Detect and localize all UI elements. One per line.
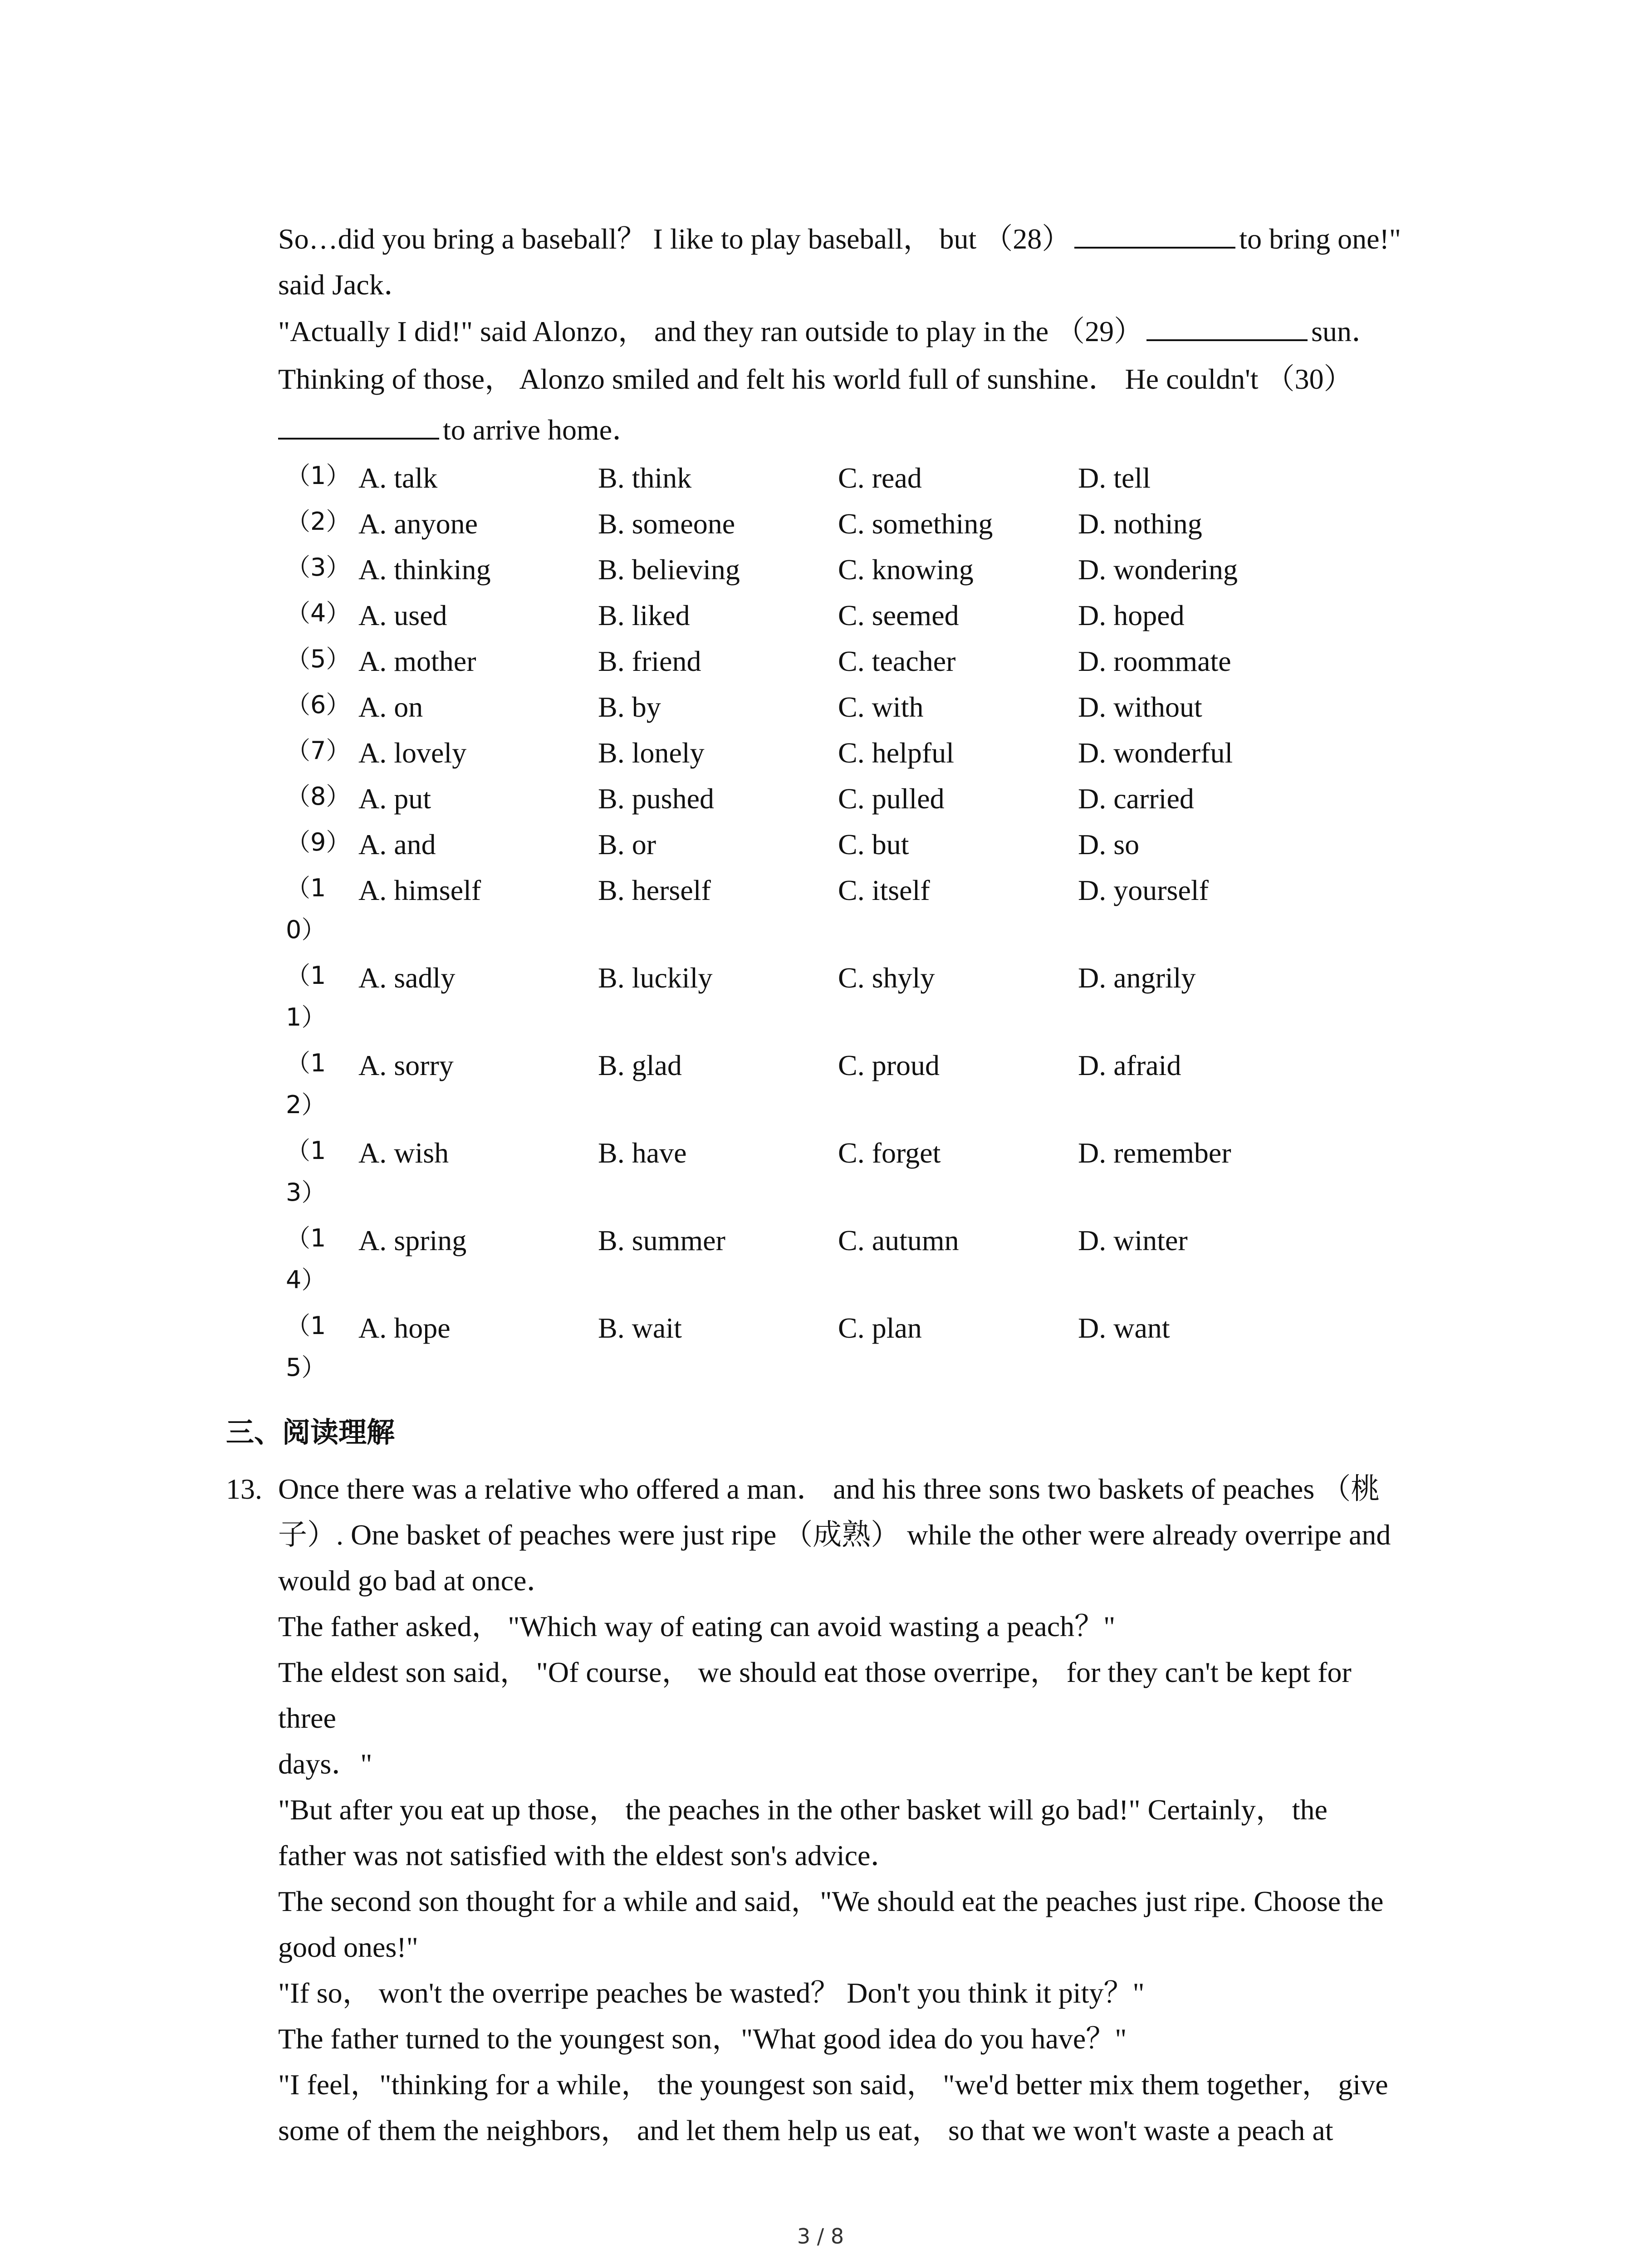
option-row (0, 592, 1641, 638)
option-number: （13） (286, 1136, 326, 1207)
passage-text: to arrive home． (443, 414, 642, 446)
option-row (0, 1217, 1641, 1294)
option-number: （3） (286, 553, 351, 582)
option-c: C. something (838, 508, 993, 540)
passage-text: Thinking of those， Alonzo smiled and felt his world full of sunshine． He couldn't （30） (278, 363, 1353, 395)
question-line: Once there was a relative who offered a man． and his three sons two baskets of peaches （桃 (278, 1473, 1380, 1505)
option-d: D. tell (1078, 462, 1151, 494)
option-number: （12） (286, 1049, 326, 1119)
option-number: （8） (286, 782, 351, 811)
option-c: C. knowing (838, 553, 974, 586)
option-row (0, 638, 1641, 684)
option-c: C. with (838, 691, 924, 723)
question-line: The father asked， "Which way of eating can avoid wasting a peach？" (278, 1610, 1116, 1642)
option-row (0, 455, 1641, 501)
option-a: A. talk (358, 462, 438, 494)
option-c: C. helpful (838, 737, 954, 769)
option-c: C. read (838, 462, 922, 494)
question-line: 子）. One basket of peaches were just ripe （成熟） while the other were already overripe and (278, 1519, 1391, 1551)
option-c: C. pulled (838, 782, 945, 815)
option-a: A. put (358, 782, 431, 815)
option-number: （11） (286, 961, 326, 1031)
option-b: B. glad (598, 1049, 682, 1081)
answer-blank-30 (278, 412, 439, 440)
passage-text: to bring one!" (1239, 223, 1401, 255)
option-b: B. friend (598, 645, 701, 677)
passage-text: sun． (1311, 315, 1381, 347)
question-line: The eldest son said， "Of course， we should eat those overripe， for they can't be kept for (278, 1656, 1352, 1688)
option-b: B. luckily (598, 962, 713, 994)
option-d: D. yourself (1078, 874, 1209, 906)
option-d: D. carried (1078, 782, 1194, 815)
option-row (0, 867, 1641, 944)
option-c: C. autumn (838, 1224, 959, 1256)
question-number: 13. (226, 1473, 262, 1505)
option-a: A. wish (358, 1137, 449, 1169)
option-number: （1） (286, 461, 351, 490)
option-b: B. believing (598, 553, 740, 586)
option-d: D. hoped (1078, 599, 1185, 631)
option-b: B. have (598, 1137, 687, 1169)
question-line: some of them the neighbors， and let them help us eat， so that we won't waste a peach at (278, 2114, 1333, 2146)
option-row (0, 821, 1641, 867)
question-line: The second son thought for a while and said，"We should eat the peaches just ripe. Choose the (278, 1885, 1384, 1917)
passage-line-1 (278, 216, 1458, 262)
option-c: C. proud (838, 1049, 940, 1081)
option-b: B. by (598, 691, 661, 723)
option-a: A. on (358, 691, 423, 723)
option-number: （7） (286, 736, 351, 765)
option-a: A. mother (358, 645, 476, 677)
option-row (0, 684, 1641, 730)
option-number: （2） (286, 507, 351, 536)
option-b: B. someone (598, 508, 735, 540)
page-number: 3 / 8 (797, 2224, 844, 2248)
option-b: B. liked (598, 599, 690, 631)
passage-line-4 (278, 356, 1458, 402)
option-row (0, 776, 1641, 821)
option-d: D. winter (1078, 1224, 1188, 1256)
option-d: D. remember (1078, 1137, 1231, 1169)
option-number: （5） (286, 645, 351, 673)
option-a: A. spring (358, 1224, 467, 1256)
answer-blank-29 (1146, 314, 1308, 341)
option-c: C. teacher (838, 645, 956, 677)
question-line: would go bad at once． (278, 1564, 556, 1597)
option-row (0, 1305, 1641, 1382)
option-row (0, 1042, 1641, 1119)
option-c: C. shyly (838, 962, 935, 994)
option-c: C. but (838, 828, 909, 860)
option-b: B. pushed (598, 782, 714, 815)
option-number: （6） (286, 690, 351, 719)
option-d: D. angrily (1078, 962, 1196, 994)
option-d: D. without (1078, 691, 1202, 723)
option-a: A. thinking (358, 553, 491, 586)
option-a: A. himself (358, 874, 481, 906)
question-line: The father turned to the youngest son，"What good idea do you have？" (278, 2023, 1127, 2055)
option-row (0, 1130, 1641, 1207)
question-line: "I feel，"thinking for a while， the youngest son said， "we'd better mix them together， give (278, 2068, 1388, 2101)
option-number: （10） (286, 874, 326, 944)
option-c: C. forget (838, 1137, 941, 1169)
option-row (0, 955, 1641, 1031)
option-c: C. itself (838, 874, 930, 906)
option-number: （15） (286, 1311, 326, 1382)
option-b: B. wait (598, 1312, 682, 1344)
option-a: A. used (358, 599, 447, 631)
section-heading: 三、阅读理解 (226, 1416, 395, 1449)
question-line: good ones!" (278, 1931, 418, 1963)
passage-text: "Actually I did!" said Alonzo， and they ran outside to play in the （29） (278, 315, 1143, 347)
option-d: D. wondering (1078, 553, 1238, 586)
question-line: "But after you eat up those， the peaches in the other basket will go bad!" Certainly， the (278, 1794, 1327, 1826)
option-b: B. summer (598, 1224, 725, 1256)
option-a: A. sadly (358, 962, 456, 994)
option-a: A. hope (358, 1312, 451, 1344)
passage-text: So…did you bring a baseball？ I like to play baseball， but （28） (278, 223, 1071, 255)
option-row (0, 547, 1641, 592)
option-d: D. roommate (1078, 645, 1231, 677)
option-b: B. herself (598, 874, 711, 906)
question-line: days．" (278, 1748, 372, 1780)
question-line: father was not satisfied with the eldest son's advice． (278, 1839, 900, 1872)
passage-text: said Jack． (278, 269, 413, 301)
option-b: B. lonely (598, 737, 705, 769)
passage-line-3 (278, 308, 1458, 354)
option-a: A. lovely (358, 737, 467, 769)
option-number: （9） (286, 828, 351, 856)
option-b: B. or (598, 828, 656, 860)
option-number: （14） (286, 1224, 326, 1294)
option-d: D. want (1078, 1312, 1170, 1344)
option-row (0, 501, 1641, 547)
option-d: D. wonderful (1078, 737, 1233, 769)
passage-line-5 (278, 407, 1458, 453)
option-c: C. plan (838, 1312, 922, 1344)
question-line: "If so， won't the overripe peaches be wasted？ Don't you think it pity？" (278, 1977, 1145, 2009)
option-d: D. nothing (1078, 508, 1202, 540)
option-a: A. anyone (358, 508, 478, 540)
passage-line-2 (278, 262, 1458, 308)
option-row (0, 730, 1641, 776)
option-a: A. sorry (358, 1049, 454, 1081)
answer-blank-28 (1074, 221, 1235, 249)
option-number: （4） (286, 599, 351, 627)
option-a: A. and (358, 828, 436, 860)
option-d: D. afraid (1078, 1049, 1181, 1081)
option-d: D. so (1078, 828, 1140, 860)
option-c: C. seemed (838, 599, 959, 631)
question-line: three (278, 1702, 336, 1734)
option-b: B. think (598, 462, 692, 494)
